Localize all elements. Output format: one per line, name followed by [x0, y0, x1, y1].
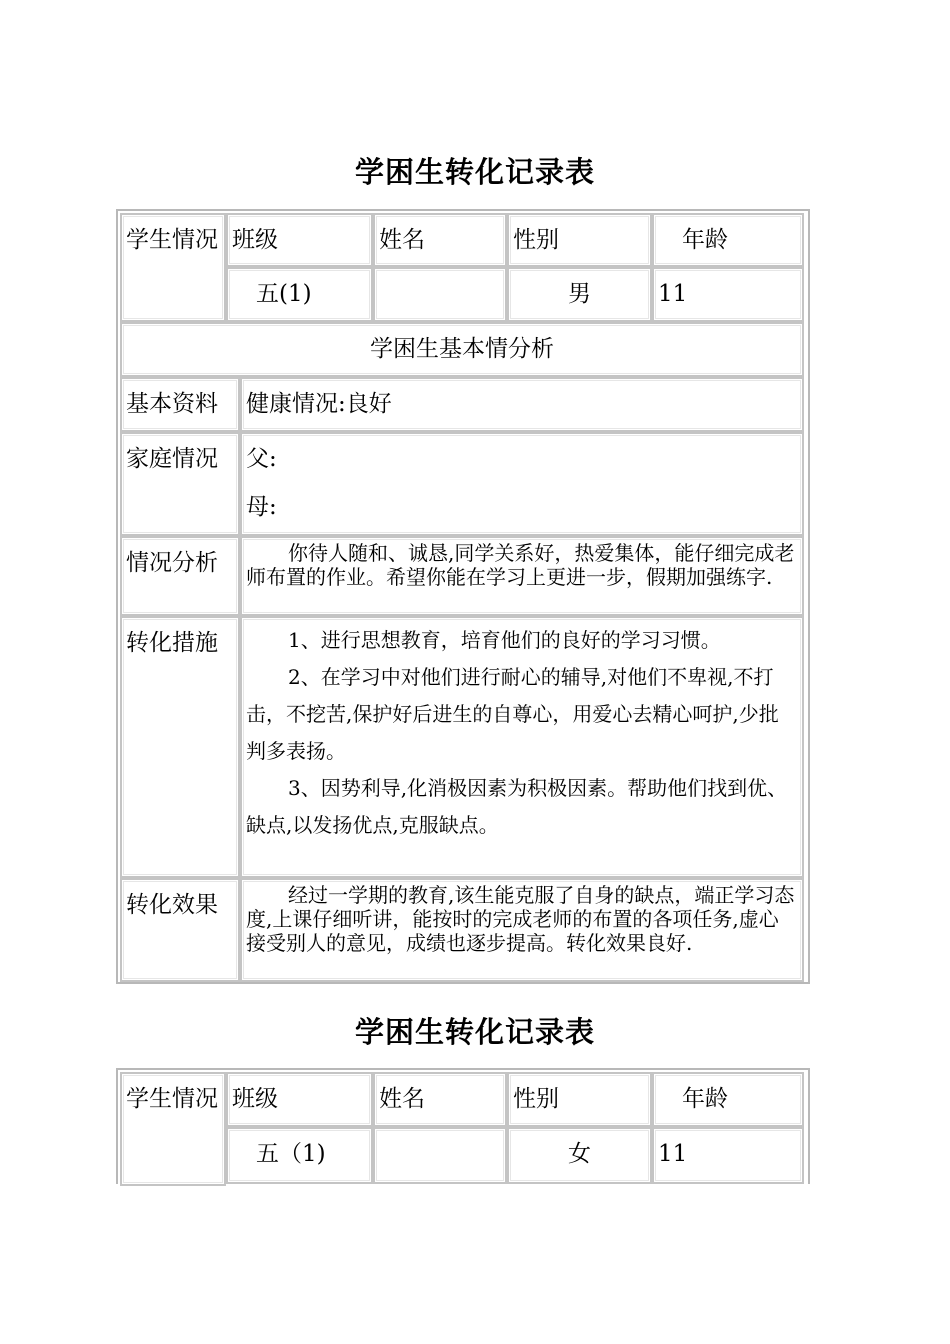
record-title-2: 学困生转化记录表 [354, 1015, 595, 1049]
effect-label: 转化效果 [120, 878, 240, 982]
measure-item: 3、因势利导,化消极因素为积极因素。帮助他们找到优、缺点,以发扬优点,克服缺点。 [246, 776, 788, 837]
header-age: 年龄 [652, 213, 804, 267]
header-class: 班级 [226, 213, 373, 267]
record-title: 学困生转化记录表 [354, 155, 595, 189]
value-gender: 男 [507, 267, 652, 322]
header-class-2: 班级 [226, 1072, 373, 1127]
measures-text [240, 616, 804, 878]
value-age-2: 11 [652, 1127, 804, 1184]
value-class-2: 五（1) [226, 1127, 373, 1184]
measures-label: 转化措施 [120, 616, 240, 878]
value-class: 五(1) [226, 267, 373, 322]
header-gender-2: 性别 [507, 1072, 652, 1127]
value-name-2 [373, 1127, 507, 1184]
value-age: 11 [652, 267, 804, 322]
situation-paragraph: 你待人随和、诚恳,同学关系好，热爱集体，能仔细完成老师布置的作业。希望你能在学习上更进一步，假期加强练字. [246, 541, 795, 589]
effect-paragraph: 经过一学期的教育,该生能克服了自身的缺点，端正学习态度,上课仔细听讲，能按时的完成老师的布置的各项任务,虚心接受别人的意见，成绩也逐步提高。转化效果良好. [246, 883, 795, 955]
header-gender: 性别 [507, 213, 652, 267]
basic-info-label: 基本资料 [120, 377, 240, 432]
header-age-2: 年龄 [652, 1072, 804, 1127]
father-field: 父: [246, 446, 277, 472]
measure-item: 2、在学习中对他们进行耐心的辅导,对他们不卑视,不打击，不挖苦,保护好后进生的自尊心，用爱心去精心呵护,少批判多表扬。 [246, 665, 779, 763]
header-name-2: 姓名 [373, 1072, 507, 1127]
effect-text [240, 878, 804, 982]
record-table [116, 209, 810, 984]
family-value [240, 432, 804, 536]
student-info-label: 学生情况 [120, 213, 226, 322]
record-table-2 [116, 1068, 810, 1184]
situation-label: 情况分析 [120, 536, 240, 616]
measure-item: 1、进行思想教育，培育他们的良好的学习习惯。 [288, 628, 721, 652]
header-name: 姓名 [373, 213, 507, 267]
basic-info-value: 健康情况:良好 [240, 377, 804, 432]
situation-text [240, 536, 804, 616]
student-info-label-2: 学生情况 [120, 1072, 226, 1186]
value-gender-2: 女 [507, 1127, 652, 1184]
value-name [373, 267, 507, 322]
family-label: 家庭情况 [120, 432, 240, 536]
mother-field: 母: [246, 493, 277, 520]
analysis-title: 学困生基本情分析 [120, 322, 804, 377]
